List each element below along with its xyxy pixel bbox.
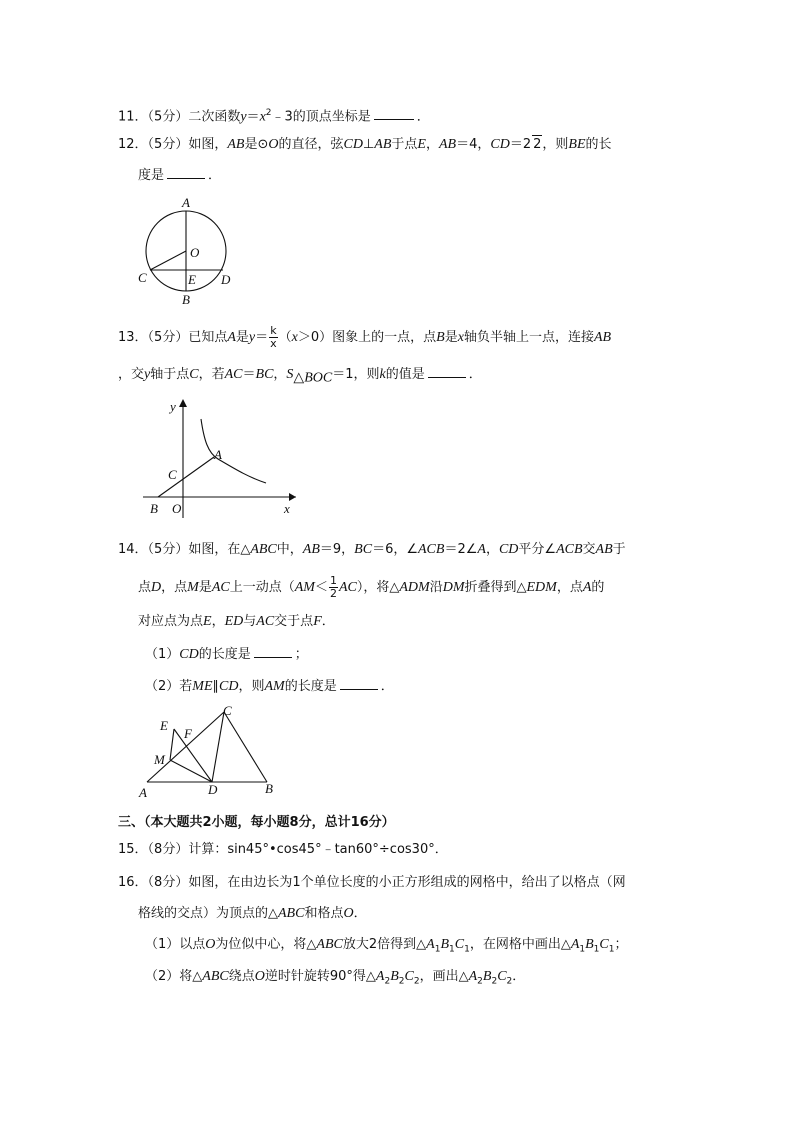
- q16-p1-o: O: [205, 937, 216, 952]
- q13-t7: 轴于点: [150, 367, 190, 382]
- question-16-line1: [118, 874, 626, 892]
- q12-sqrt: 2: [533, 137, 542, 152]
- q14-t3: ＝6，∠: [372, 542, 418, 557]
- q16-p1-abc: ABC: [316, 937, 343, 952]
- q13-label-a: A: [214, 447, 222, 462]
- q14-acb: ACB: [418, 542, 445, 557]
- question-13-line1: [118, 325, 611, 350]
- q14-lt: ＜: [314, 580, 328, 595]
- q14-label-m: M: [154, 752, 165, 767]
- q12-cd: CD: [343, 137, 363, 152]
- q14-t6: 平分∠: [518, 542, 557, 557]
- q11-rest: ﹣3的顶点坐标是: [271, 109, 371, 125]
- q16-p2-o: O: [254, 969, 265, 984]
- q16-o: O: [343, 906, 354, 921]
- q11-y: y: [240, 109, 247, 125]
- q16-p1-c: C: [454, 937, 465, 952]
- q16-p2-b: B: [390, 969, 399, 984]
- q14-edm: EDM: [526, 580, 557, 595]
- q12-t5: ＝4，: [456, 137, 491, 152]
- q13-t1: 是: [235, 330, 249, 345]
- q13-end: ．: [468, 367, 482, 382]
- q13-x2: x: [457, 330, 464, 345]
- answer-blank-11[interactable]: [374, 107, 414, 120]
- q13-label-o: O: [172, 501, 182, 516]
- q14-p2-num: （2）若: [145, 679, 193, 694]
- q13-bc: BC: [255, 367, 274, 382]
- q14-label-b: B: [265, 781, 273, 796]
- q13-ab: AB: [593, 330, 612, 345]
- q13-sub: △BOC: [293, 370, 333, 386]
- q13-fraction: [269, 325, 278, 350]
- q14-label-e: E: [160, 718, 168, 733]
- q16-t3: ．: [353, 906, 367, 921]
- q16-t2: 和格点: [304, 906, 344, 921]
- q13-t2: （: [278, 330, 292, 345]
- q14-t11: 是: [198, 580, 212, 595]
- q16-p1-end: ；: [614, 937, 628, 952]
- q16-p1-a: A: [426, 937, 435, 952]
- q14-label-c: C: [223, 703, 232, 718]
- q12-perp: ⊥: [362, 137, 375, 152]
- q13-t8: ，若: [198, 367, 225, 382]
- q14-t21: 交于点: [274, 614, 314, 629]
- q16-p2-c2: C: [497, 969, 507, 984]
- q14-p2-am: AM: [264, 679, 285, 694]
- q16-p1-b2: B: [585, 937, 594, 952]
- q13-s: S: [286, 367, 294, 382]
- q11-x: x: [259, 109, 266, 125]
- q14-ab2: AB: [595, 542, 613, 557]
- q14-triangle-figure: [132, 702, 282, 802]
- q14-p2-t1: ，则: [238, 679, 265, 694]
- q14-a: A: [477, 542, 486, 557]
- question-14-line3: [138, 613, 335, 631]
- q12-circle-figure: [130, 195, 240, 310]
- q14-t20: 与: [243, 614, 257, 629]
- q13-t11: 的值是: [385, 367, 425, 382]
- q12-ab: AB: [227, 137, 245, 152]
- q12-t9: 度是: [138, 168, 165, 183]
- q16-p1-a2-sub: 1: [579, 944, 586, 955]
- question-14-line1: [118, 541, 626, 559]
- q16-p1-c-sub: 1: [464, 944, 470, 955]
- q14-t19: ，: [211, 614, 225, 629]
- q14-a2: A: [582, 580, 592, 595]
- question-14-line2: [138, 575, 604, 600]
- q12-stem: 12．（5分）如图，: [118, 137, 228, 152]
- q14-label-a: A: [139, 785, 147, 800]
- q12-e: E: [417, 137, 426, 152]
- q13-eq: ＝: [255, 330, 269, 345]
- q14-abc: ABC: [250, 542, 277, 557]
- q11-sup: 2: [265, 108, 272, 118]
- q14-p1-t: 的长度是: [198, 647, 251, 662]
- q16-stem: 16．（8分）如图，在由边长为1个单位长度的小正方形组成的网格中，给出了以格点（网: [118, 875, 626, 890]
- q14-t4: ＝2∠: [444, 542, 478, 557]
- section-3-heading: 三、（本大题共2小题，每小题8分，总计16分）: [118, 815, 395, 830]
- q14-t18: 对应点为点: [138, 614, 204, 629]
- q14-dm: DM: [442, 580, 465, 595]
- q16-p2-b2-sub: 2: [491, 976, 498, 987]
- q13-t10: ＝1，则: [332, 367, 380, 382]
- question-12-line1: [118, 135, 612, 154]
- q12-t1: 是⊙: [244, 137, 269, 152]
- q13-c: C: [189, 367, 199, 382]
- q12-t2: 的直径，弦: [278, 137, 344, 152]
- q12-t7: ，则: [542, 137, 569, 152]
- q16-p2-t3: ，画出△: [419, 969, 469, 984]
- q16-p2-c: C: [404, 969, 414, 984]
- q14-adm: ADM: [399, 580, 430, 595]
- question-14-part2: [145, 677, 394, 696]
- q14-ed: ED: [224, 614, 244, 629]
- q13-ac: AC: [224, 367, 243, 382]
- q14-m: M: [187, 580, 199, 595]
- q14-frac-den: 2: [329, 587, 337, 600]
- q13-y: y: [248, 330, 256, 345]
- q14-d: D: [151, 580, 162, 595]
- q14-p2-t2: 的长度是: [284, 679, 337, 694]
- q16-p2-a: A: [375, 969, 385, 984]
- q14-am: AM: [294, 580, 315, 595]
- q14-t22: ．: [321, 614, 335, 629]
- q12-be: BE: [568, 137, 586, 152]
- q16-p2-abc: ABC: [202, 969, 229, 984]
- q14-p1-end: ；: [294, 647, 308, 662]
- q16-p2-a-sub: 2: [384, 976, 391, 987]
- question-16-line2: [138, 905, 367, 923]
- q14-t5: ，: [485, 542, 499, 557]
- q14-p2-end: ．: [380, 679, 394, 694]
- q14-acb2: ACB: [556, 542, 583, 557]
- q14-ab: AB: [302, 542, 320, 557]
- q12-end: ．: [208, 168, 222, 183]
- q13-t5: 轴负半轴上一点，连接: [463, 330, 594, 345]
- q16-p1-b-sub: 1: [449, 944, 455, 955]
- q14-t10: ，点: [161, 580, 188, 595]
- q14-p1-cd: CD: [179, 647, 199, 662]
- q12-ab2: AB: [374, 137, 392, 152]
- question-15: 15．（8分）计算：sin45°•cos45°﹣tan60°÷cos30°．: [118, 842, 448, 857]
- q13-x: x: [291, 330, 298, 345]
- q16-p1-t3: ，在网格中画出△: [469, 937, 571, 952]
- q14-ac3: AC: [256, 614, 275, 629]
- q14-t8: 于: [612, 542, 626, 557]
- q13-k: k: [379, 367, 386, 382]
- q16-p2-a2-sub: 2: [477, 976, 483, 987]
- q12-cd2: CD: [490, 137, 510, 152]
- q14-t1: 中，: [276, 542, 303, 557]
- q12-label-d: D: [221, 272, 231, 287]
- q16-p2-b2: B: [482, 969, 492, 984]
- q13-y2: y: [144, 367, 151, 382]
- q13-t4: 是: [444, 330, 458, 345]
- q14-p2-cd: CD: [219, 679, 239, 694]
- q12-o: O: [268, 137, 279, 152]
- q14-t16: ，点: [556, 580, 583, 595]
- q13-label-c: C: [168, 467, 177, 482]
- q13-a: A: [227, 330, 236, 345]
- q11-stem: 11．（5分）二次函数: [118, 109, 241, 125]
- q16-p2-num: （2）将△: [145, 969, 203, 984]
- q12-label-b: B: [182, 292, 190, 307]
- q13-stem: 13．（5分）已知点: [118, 330, 228, 345]
- q14-t12: 上一动点（: [229, 580, 295, 595]
- q13-label-b: B: [150, 501, 158, 516]
- q11-end: ．: [416, 109, 430, 125]
- q12-label-e: E: [188, 272, 196, 287]
- question-16-part1: [145, 936, 628, 959]
- q14-t15: 折叠得到△: [464, 580, 527, 595]
- q14-bc: BC: [354, 542, 373, 557]
- q14-cd: CD: [498, 542, 519, 557]
- question-12-line2: [138, 166, 221, 185]
- q16-p2-t1: 绕点: [228, 969, 255, 984]
- q14-f: F: [313, 614, 322, 629]
- q16-p1-num: （1）以点: [145, 937, 206, 952]
- q14-ac: AC: [211, 580, 230, 595]
- question-13-line2: [118, 365, 482, 388]
- q13-graph-figure: [140, 395, 305, 520]
- q13-b: B: [436, 330, 445, 345]
- q14-t17: 的: [591, 580, 605, 595]
- q16-p2-t2: 逆时针旋转90°得△: [264, 969, 376, 984]
- question-16-part2: [145, 968, 525, 991]
- q14-ac2: AC: [338, 580, 357, 595]
- q12-t8: 的长: [585, 137, 612, 152]
- q12-label-o: O: [190, 245, 200, 260]
- q14-label-f: F: [184, 726, 192, 741]
- answer-blank-13[interactable]: [428, 365, 466, 378]
- question-14-part1: [145, 645, 308, 664]
- q14-stem: 14．（5分）如图，在△: [118, 542, 251, 557]
- q16-p1-c2-sub: 1: [608, 944, 615, 955]
- q14-e: E: [203, 614, 212, 629]
- q13-t9: ，: [273, 367, 287, 382]
- q16-p1-c2: C: [599, 937, 609, 952]
- q14-p1-num: （1）: [145, 647, 180, 662]
- q14-t7: 交: [582, 542, 596, 557]
- q13-frac-num: k: [270, 324, 277, 337]
- q13-t6: ，交: [118, 367, 145, 382]
- answer-blank-14-2[interactable]: [340, 677, 378, 690]
- question-11: [118, 104, 430, 126]
- q14-p2-me: ME: [192, 679, 213, 694]
- q16-p2-c-sub: 2: [413, 976, 420, 987]
- q14-label-d: D: [208, 782, 218, 797]
- q13-label-x: x: [284, 501, 290, 516]
- q13-t3: ＞0）图象上的一点，点: [297, 330, 437, 345]
- answer-blank-14-1[interactable]: [254, 645, 292, 658]
- q16-abc: ABC: [278, 906, 305, 921]
- q14-t13: ），将△: [356, 580, 400, 595]
- q13-frac-den: x: [270, 337, 277, 350]
- q16-p2-c2-sub: 2: [506, 976, 513, 987]
- q14-t2: ＝9，: [319, 542, 355, 557]
- q13-label-y: y: [170, 399, 176, 414]
- q12-t3: 于点: [391, 137, 418, 152]
- q11-eq: ＝: [246, 109, 260, 125]
- q12-t6: ＝2: [509, 137, 532, 152]
- q14-fraction: [329, 575, 338, 600]
- q16-p1-t1: 为位似中心，将△: [215, 937, 317, 952]
- q16-p1-a-sub: 1: [434, 944, 441, 955]
- q16-t1: 格线的交点）为顶点的△: [138, 906, 278, 921]
- q16-p1-t2: 放大2倍得到△: [342, 937, 427, 952]
- q16-p1-a2: A: [570, 937, 580, 952]
- q12-label-a: A: [182, 195, 190, 210]
- q14-frac-num: 1: [329, 574, 337, 587]
- q12-label-c: C: [138, 270, 147, 285]
- q12-ab3: AB: [438, 137, 457, 152]
- q14-t9: 点: [138, 580, 152, 595]
- answer-blank-12[interactable]: [167, 166, 205, 179]
- q16-p1-b: B: [440, 937, 449, 952]
- q16-p2-b-sub: 2: [398, 976, 405, 987]
- q14-p2-par: ∥: [212, 679, 219, 694]
- q12-t4: ，: [425, 137, 439, 152]
- q14-t14: 沿: [429, 580, 443, 595]
- q16-p2-a2: A: [468, 969, 478, 984]
- q16-p2-end: ．: [512, 969, 526, 984]
- q16-p1-b2-sub: 1: [593, 944, 600, 955]
- q13-eq2: ＝: [242, 367, 256, 382]
